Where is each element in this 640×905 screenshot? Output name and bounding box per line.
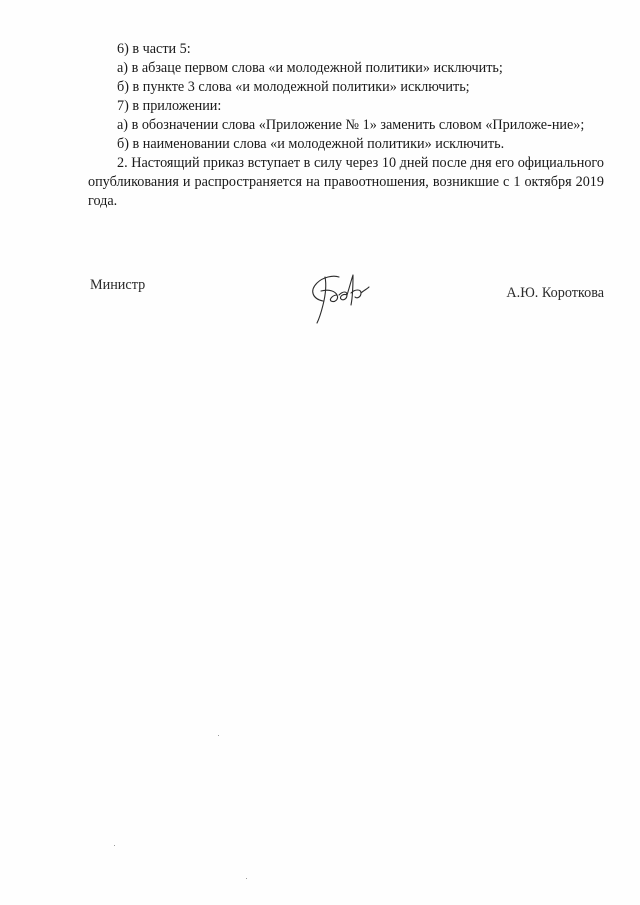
signature-block (88, 277, 604, 337)
paragraph-subitem-b-first: б) в пункте 3 слова «и молодежной политики» исключить; (117, 79, 470, 95)
signatory-name: А.Ю. Короткова (506, 285, 604, 301)
paragraph-effective-date: 2. Настоящий приказ вступает в силу через 10 дней после дня его официального опубликования и распространяется на правоотношения, возникшие с 1 октября 2019 года. (88, 155, 604, 209)
scan-speck (218, 735, 219, 736)
paragraph-appendix: 7) в приложении: (117, 98, 222, 114)
paragraph-subitem-a-second: а) в обозначении слова «Приложение № 1» заменить словом «Приложе-ние»; (117, 117, 585, 133)
paragraph-subitem-b-second: б) в наименовании слова «и молодежной политики» исключить. (117, 136, 505, 152)
document-body (88, 40, 604, 211)
scan-speck (246, 878, 247, 879)
scan-speck (114, 845, 115, 846)
signatory-title: Министр (90, 277, 146, 293)
paragraph-part-5: 6) в части 5: (117, 41, 191, 57)
paragraph-subitem-a-first: а) в абзаце первом слова «и молодежной политики» исключить; (117, 60, 503, 76)
handwritten-signature (303, 265, 375, 329)
